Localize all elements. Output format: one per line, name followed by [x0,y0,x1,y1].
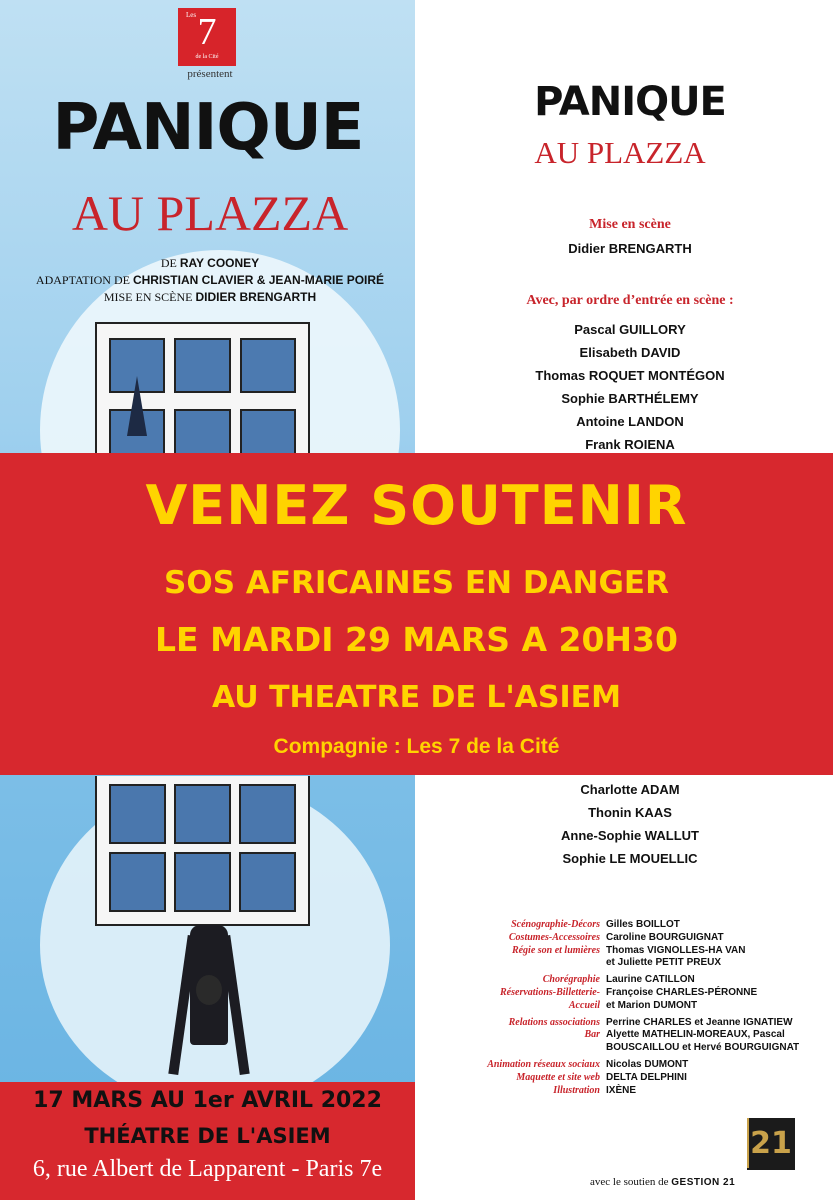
cast-member: Antoine LANDON [576,414,684,429]
poster-dates: 17 MARS AU 1er AVRIL 2022 [33,1088,382,1113]
logo-les: Les [186,11,197,19]
banner-date: LE MARDI 29 MARS A 20H30 [155,620,678,659]
banner-company: Compagnie : Les 7 de la Cité [273,735,560,758]
credit-director: MISE EN SCÈNE DIDIER BRENGARTH [103,290,317,304]
illustration-window-bottom [95,776,310,926]
cast-list-bottom [470,778,790,870]
director-name: Didier BRENGARTH [568,241,692,256]
right-subtitle: AU PLAZZA [534,135,706,170]
tech-row: Chorégraphie Laurine CATILLON [542,974,695,986]
cast-list-top [470,318,790,456]
window-pane [174,852,231,912]
les-7-de-la-cite-logo [178,8,236,66]
eiffel-tower-icon [127,376,147,436]
cast-member: Thomas ROQUET MONTÉGON [535,368,725,383]
tech-row: Scénographie-Décors Gilles BOILLOT [511,919,680,930]
banner-headline: VENEZ SOUTENIR [145,474,688,537]
window-pane [174,784,231,844]
tech-row: Illustration IXÈNE [553,1084,637,1096]
banner-venue: AU THEATRE DE L'ASIEM [211,680,622,715]
tech-row: Relations associations Perrine CHARLES et Jeanne IGNATIEW [508,1016,793,1028]
window-pane [109,852,166,912]
cast-member: Charlotte ADAM [580,782,680,797]
tech-row: Costumes-Accessoires Caroline BOURGUIGNAT [508,931,724,943]
cast-member: Elisabeth DAVID [579,345,681,360]
poster-subtitle: AU PLAZZA [71,185,349,241]
figure-head [196,975,222,1005]
poster-title: PANIQUE [52,91,364,165]
cast-member: Frank ROIENA [585,437,675,452]
logo-number: 7 [197,11,217,53]
cast-member: Sophie BARTHÉLEMY [561,391,699,406]
window-pane [239,784,296,844]
presentent-text: présentent [187,68,233,80]
logo-cite: de la Cité [195,54,219,60]
credit-author: DE RAY COONEY [160,256,260,270]
illustration-window-top [95,322,310,472]
poster-credits [20,255,400,306]
cast-member: Thonin KAAS [588,805,672,820]
window-pane [240,338,296,393]
cast-member: Anne-Sophie WALLUT [561,828,699,843]
credit-adaptation: ADAPTATION DE CHRISTIAN CLAVIER & JEAN-MARIE POIRÉ [35,273,385,287]
cast-label: Avec, par ordre d’entrée en scène : [526,293,734,308]
tech-row: Bar Alyette MATHELIN-MOREAUX, Pascal BOUSCAILLOU et Hervé BOURGUIGNAT [584,1029,800,1054]
cast-member: Pascal GUILLORY [574,322,686,337]
logo-accent-line [747,1118,749,1168]
tech-row: Réservations-Billetterie-Accueil Françoise CHARLES-PÉRONNE et Marion DUMONT [500,986,758,1011]
window-pane [109,784,166,844]
window-pane [239,852,296,912]
technical-credits [470,919,810,1097]
right-title: PANIQUE [534,79,726,125]
mise-en-scene-label: Mise en scène [589,217,671,232]
sponsor-line: avec le soutien de GESTION 21 [590,1176,736,1188]
poster-venue: THÉATRE DE L'ASIEM [84,1124,331,1148]
banner-cause: SOS AFRICAINES EN DANGER [164,565,669,601]
tech-row: Régie son et lumières Thomas VIGNOLLES-HA VAN et Juliette PETIT PREUX [511,944,746,969]
poster-address: 6, rue Albert de Lapparent - Paris 7e [32,1156,383,1182]
gestion-21-logo: 21 [747,1118,795,1170]
tech-row: Animation réseaux sociaux Nicolas DUMONT [487,1058,689,1070]
cast-member: Sophie LE MOUELLIC [562,851,698,866]
window-pane [174,338,230,393]
tech-row: Maquette et site web DELTA DELPHINI [516,1071,687,1083]
